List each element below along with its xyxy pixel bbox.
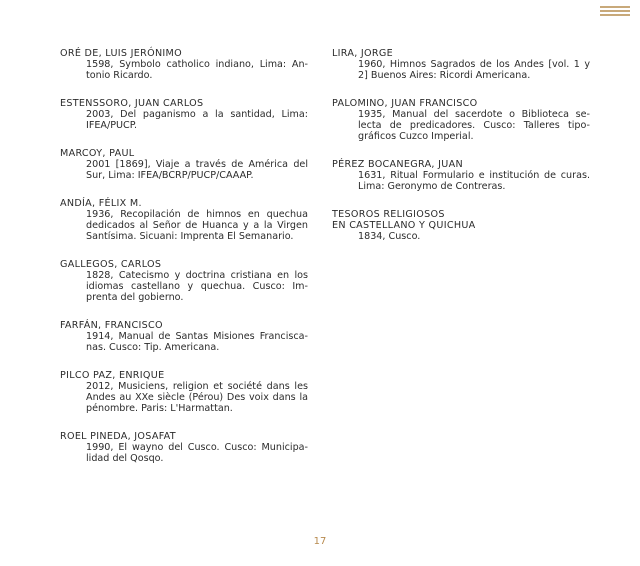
entry-reference: [332, 231, 590, 242]
bibliography-entry: [60, 98, 308, 131]
entry-reference-line: 1631, Ritual Formulario e institución de curas.: [358, 170, 590, 181]
entry-reference: [332, 109, 590, 142]
bibliography-entry: [60, 198, 308, 242]
bibliography-entry: [60, 48, 308, 81]
entry-reference: [332, 59, 590, 81]
entry-reference-line: 1935, Manual del sacerdote o Biblioteca se-: [358, 109, 590, 120]
entry-reference: [60, 109, 308, 131]
bibliography-entry: [60, 370, 308, 414]
entry-reference: [60, 442, 308, 464]
entry-reference-line: 1598, Symbolo catholico indiano, Lima: An-: [86, 59, 308, 70]
entry-reference-line: Andes au XXe siècle (Pérou) Des voix dans la: [86, 392, 308, 403]
entry-reference-line: pénombre. Paris: L'Harmattan.: [86, 403, 233, 414]
entry-reference: [332, 170, 590, 192]
entry-reference-line: 1990, El wayno del Cusco. Cusco: Municipa-: [86, 442, 308, 453]
entry-reference-line: 1828, Catecismo y doctrina cristiana en los: [86, 270, 308, 281]
entry-author: ANDÍA, FÉLIX M.: [60, 198, 142, 209]
corner-ornament: [600, 6, 630, 18]
entry-reference: [60, 331, 308, 353]
bibliography-entry: [332, 209, 590, 242]
bibliography-entry: [60, 431, 308, 464]
bibliography-entry: [332, 48, 590, 81]
entry-reference-line: Santísima. Sicuani: Imprenta El Semanario.: [86, 231, 294, 242]
bibliography-entry: [60, 259, 308, 303]
entry-reference-line: tonio Ricardo.: [86, 70, 153, 81]
entry-reference-line: 2012, Musiciens, religion et société dans les: [86, 381, 308, 392]
entry-reference-line: 1936, Recopilación de himnos en quechua: [86, 209, 308, 220]
entry-author: PALOMINO, JUAN FRANCISCO: [332, 98, 478, 109]
entry-author: GALLEGOS, CARLOS: [60, 259, 162, 270]
entry-reference: [60, 270, 308, 303]
entry-reference-line: lidad del Qosqo.: [86, 453, 164, 464]
entry-reference-line: Lima: Geronymo de Contreras.: [358, 181, 506, 192]
entry-author: LIRA, JORGE: [332, 48, 393, 59]
entry-reference-line: gráficos Cuzco Imperial.: [358, 131, 474, 142]
entry-reference-line: idiomas castellano y quechua. Cusco: Im-: [86, 281, 308, 292]
entry-author: PÉREZ BOCANEGRA, JUAN: [332, 159, 463, 170]
entry-reference-line: 2001 [1869], Viaje a través de América del: [86, 159, 308, 170]
bibliography-entry: [60, 320, 308, 353]
entry-reference-line: lecta de predicadores. Cusco: Talleres tipo-: [358, 120, 590, 131]
entry-reference: [60, 381, 308, 414]
entry-author: PILCO PAZ, ENRIQUE: [60, 370, 165, 381]
entry-reference-line: Sur, Lima: IFEA/BCRP/PUCP/CAAAP.: [86, 170, 254, 181]
entry-reference-line: 1834, Cusco.: [358, 231, 421, 242]
bibliography-entry: [332, 159, 590, 192]
entry-reference-line: 1914, Manual de Santas Misiones Franciscа-: [86, 331, 308, 342]
bibliography-left-column: [60, 48, 308, 481]
entry-reference-line: prenta del gobierno.: [86, 292, 184, 303]
entry-author: TESOROS RELIGIOSOS EN CASTELLANO Y QUICHUA: [332, 209, 476, 231]
entry-author: ROEL PINEDA, JOSAFAT: [60, 431, 176, 442]
entry-author: MARCOY, PAUL: [60, 148, 135, 159]
entry-reference-line: 1960, Himnos Sagrados de los Andes [vol. 1 y: [358, 59, 590, 70]
page-number: 17: [313, 536, 327, 547]
entry-reference-line: IFEA/PUCP.: [86, 120, 138, 131]
entry-reference: [60, 209, 308, 242]
bibliography-entry: [332, 98, 590, 142]
entry-author: FARFÁN, FRANCISCO: [60, 320, 163, 331]
entry-author: ORÉ DE, LUIS JERÓNIMO: [60, 48, 182, 59]
entry-reference-line: 2003, Del paganismo a la santidad, Lima:: [86, 109, 308, 120]
bibliography-right-column: [332, 48, 590, 259]
entry-reference-line: nas. Cusco: Tip. Americana.: [86, 342, 220, 353]
bibliography-entry: [60, 148, 308, 181]
entry-reference-line: dedicados al Señor de Huanca y a la Virgen: [86, 220, 308, 231]
entry-author: ESTENSSORO, JUAN CARLOS: [60, 98, 204, 109]
entry-reference: [60, 159, 308, 181]
entry-reference: [60, 59, 308, 81]
entry-reference-line: 2] Buenos Aires: Ricordi Americana.: [358, 70, 531, 81]
